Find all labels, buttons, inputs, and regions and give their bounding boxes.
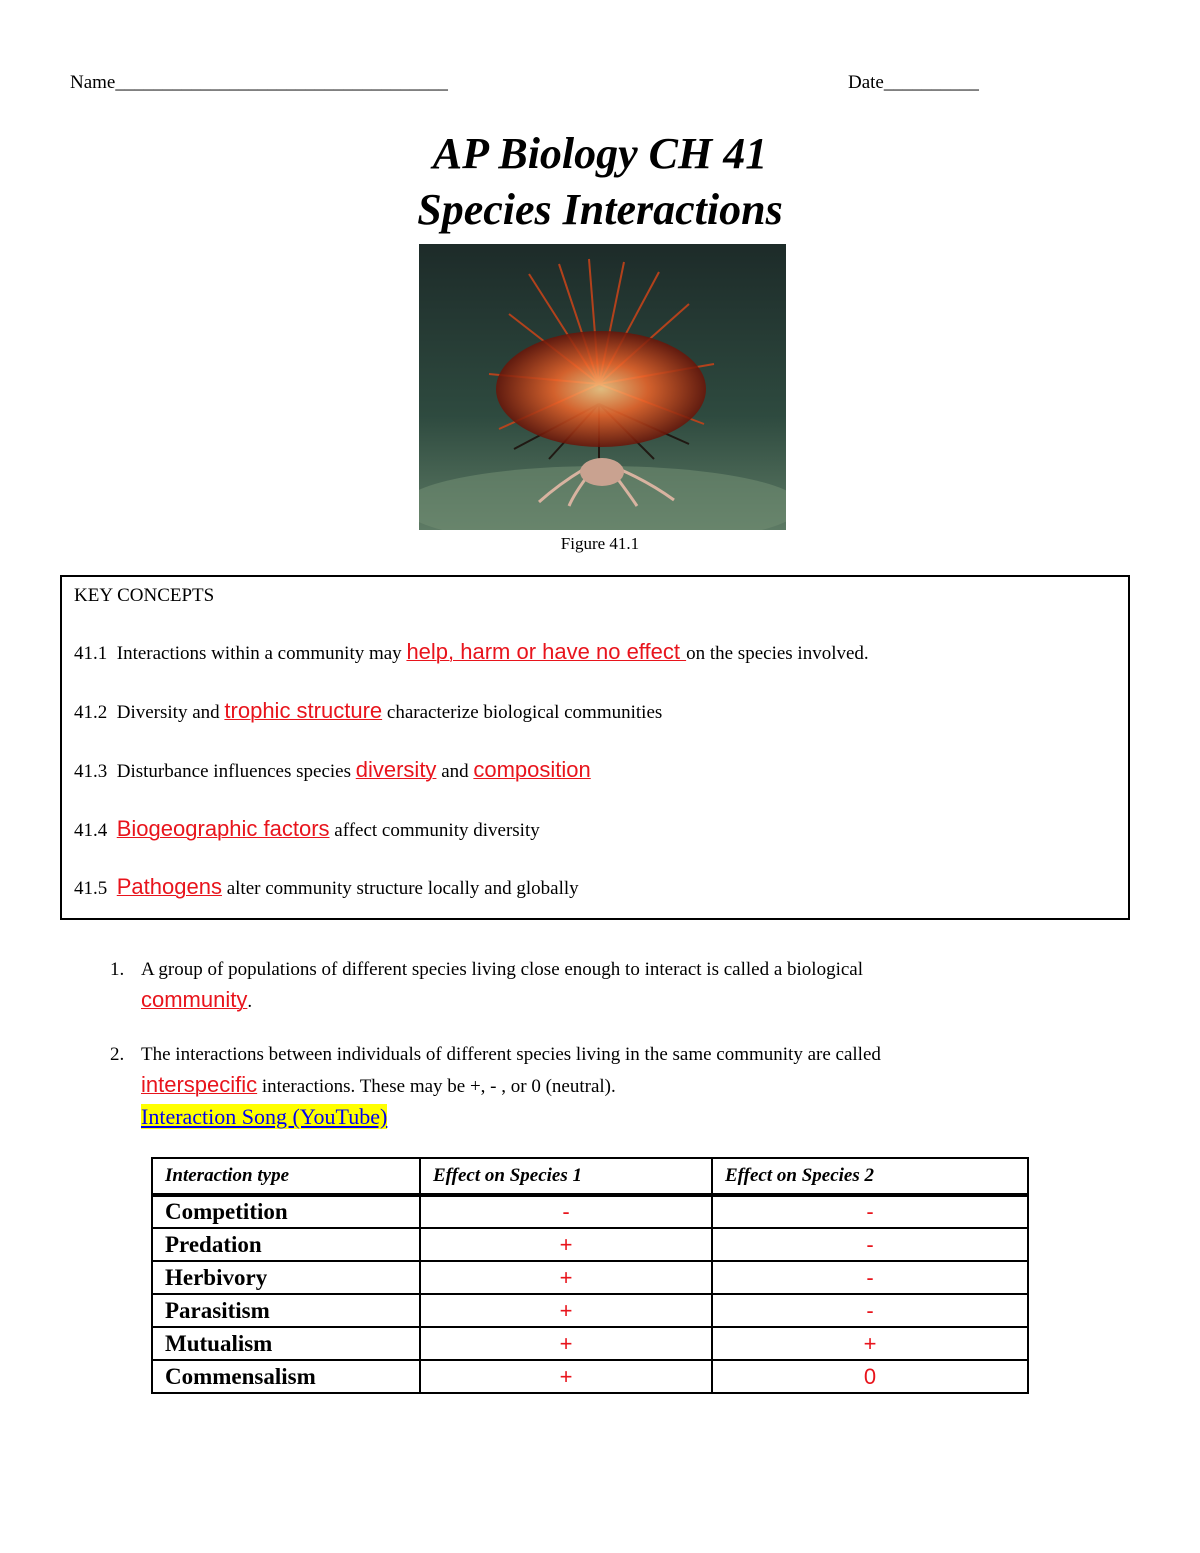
table-header-row — [152, 1158, 1028, 1195]
concept-answer: Biogeographic factors — [116, 816, 330, 841]
concept-number: 41.5 — [74, 878, 108, 899]
concept-answer: trophic structure — [224, 698, 383, 723]
effect-species-1: + — [420, 1228, 712, 1261]
concept-number: 41.1 — [74, 643, 108, 664]
concept-number: 41.4 — [74, 820, 108, 841]
date-field-line: Date__________ — [848, 72, 979, 93]
interaction-type: Competition — [152, 1195, 420, 1228]
effect-species-1: + — [420, 1327, 712, 1360]
interaction-type: Parasitism — [152, 1294, 420, 1327]
table-row — [152, 1195, 1028, 1228]
concept-41-5 — [74, 874, 579, 900]
interaction-type: Herbivory — [152, 1261, 420, 1294]
question-text: A group of populations of different species living close enough to interact is called a biological — [141, 959, 863, 980]
concept-number: 41.2 — [74, 702, 108, 723]
interaction-type: Commensalism — [152, 1360, 420, 1393]
table-row — [152, 1327, 1028, 1360]
question-text: The interactions between individuals of different species living in the same community are called — [141, 1044, 881, 1065]
concept-text: and — [441, 761, 469, 782]
concept-41-1 — [74, 639, 869, 665]
question-answer: community — [141, 987, 248, 1012]
figure-caption: Figure 41.1 — [560, 534, 640, 553]
table-row — [152, 1261, 1028, 1294]
concept-text: affect community diversity — [334, 820, 540, 841]
concept-text: alter community structure locally and globally — [226, 878, 579, 899]
effect-species-2: - — [712, 1195, 1028, 1228]
effect-species-1: - — [420, 1195, 712, 1228]
question-answer: interspecific — [141, 1072, 258, 1097]
concept-answer: composition — [473, 757, 591, 782]
sea-urchin-crab-photo — [419, 244, 786, 530]
effect-species-1: + — [420, 1360, 712, 1393]
column-header: Effect on Species 2 — [712, 1158, 1028, 1195]
question-text: interactions. These may be +, - , or 0 (neutral). — [261, 1076, 616, 1097]
effect-species-1: + — [420, 1261, 712, 1294]
concept-text: on the species involved. — [686, 643, 869, 664]
table-row — [152, 1360, 1028, 1393]
effect-species-2: - — [712, 1228, 1028, 1261]
concept-text: Diversity and — [116, 702, 220, 723]
interaction-song-link[interactable]: Interaction Song (YouTube) — [141, 1104, 388, 1129]
effect-species-2: + — [712, 1327, 1028, 1360]
effect-species-1: + — [420, 1294, 712, 1327]
table-row — [152, 1228, 1028, 1261]
concept-text: Disturbance influences species — [116, 761, 351, 782]
effect-species-2: - — [712, 1261, 1028, 1294]
key-concepts-box — [60, 575, 1130, 920]
concept-answer: diversity — [355, 757, 437, 782]
interaction-type: Mutualism — [152, 1327, 420, 1360]
page-title: AP Biology CH 41 — [432, 129, 768, 178]
effect-species-2: - — [712, 1294, 1028, 1327]
interactions-table — [151, 1157, 1029, 1394]
concept-41-2 — [74, 698, 662, 724]
column-header: Effect on Species 1 — [420, 1158, 712, 1195]
concept-number: 41.3 — [74, 761, 108, 782]
concept-text: characterize biological communities — [386, 702, 663, 723]
key-concepts-heading: KEY CONCEPTS — [74, 585, 215, 606]
concept-text: Interactions within a community may — [116, 643, 402, 664]
interaction-type: Predation — [152, 1228, 420, 1261]
page-subtitle: Species Interactions — [417, 185, 783, 234]
table-row — [152, 1294, 1028, 1327]
question-text-block — [141, 955, 1101, 1017]
question-text: . — [247, 991, 253, 1012]
effect-species-2: 0 — [712, 1360, 1028, 1393]
concept-answer: help, harm or have no effect — [406, 639, 687, 664]
column-header: Interaction type — [152, 1158, 420, 1195]
concept-41-4 — [74, 816, 540, 842]
question-number: 1. — [110, 959, 125, 980]
question-number: 2. — [110, 1044, 125, 1065]
concept-41-3 — [74, 757, 591, 783]
concept-answer: Pathogens — [116, 874, 222, 899]
question-text-block — [141, 1040, 1101, 1134]
name-field-line: Name___________________________________ — [70, 72, 448, 93]
